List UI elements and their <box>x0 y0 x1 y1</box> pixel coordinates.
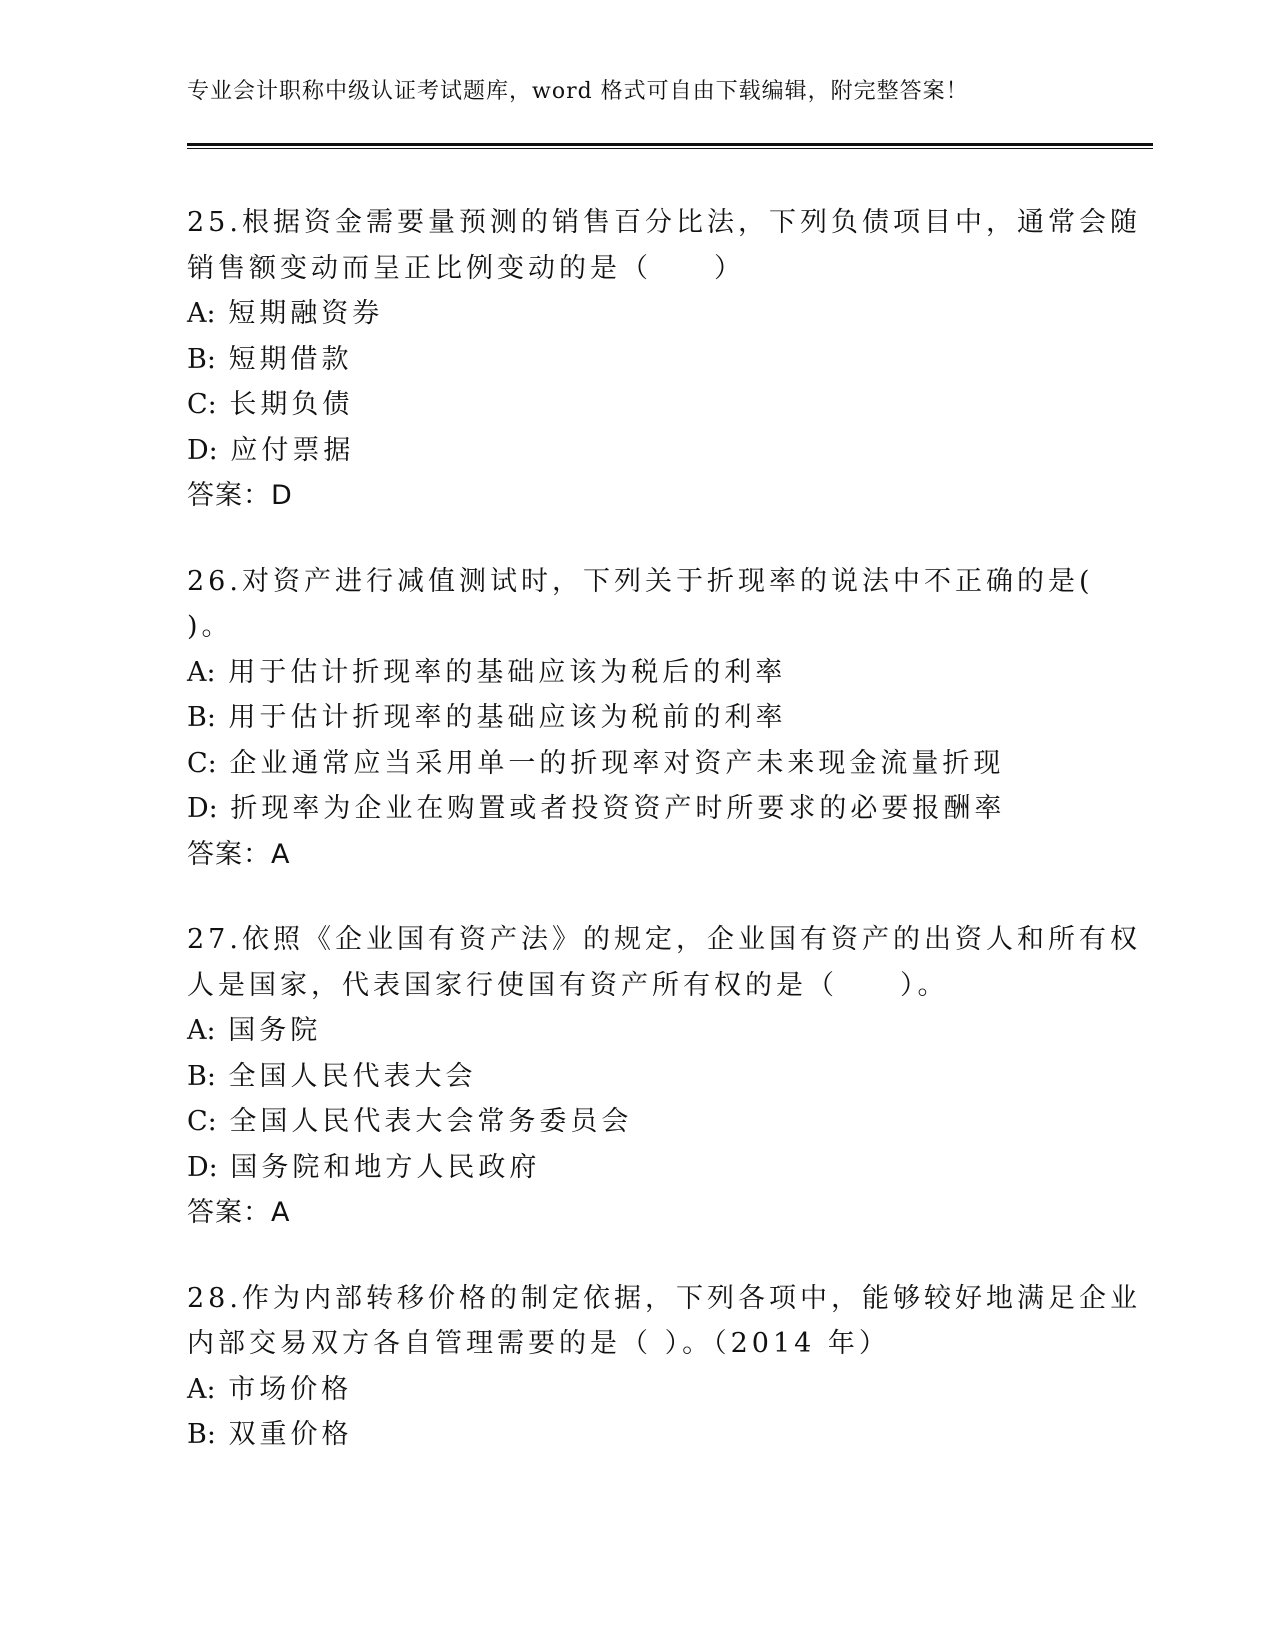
question-stem-line: 内部交易双方各自管理需要的是（ ）。（2014 年） <box>187 1328 890 1359</box>
option-text: 全国人民代表大会 <box>228 1060 477 1092</box>
answer-line: 答案：A <box>187 838 291 870</box>
option-label: A: <box>187 298 216 329</box>
option-text: 企业通常应当采用单一的折现率对资产未来现金流量折现 <box>229 747 1005 779</box>
question-stem-line: 销售额变动而呈正比例变动的是（ ） <box>187 252 745 284</box>
option-label: B: <box>187 1060 216 1092</box>
option-text: 全国人民代表大会常务委员会 <box>229 1106 633 1137</box>
option-b <box>187 1054 1087 1100</box>
question-stem-line: )。 <box>187 611 233 642</box>
option-label: C: <box>187 389 217 420</box>
option-label: B: <box>187 702 216 733</box>
option-text: 长期负债 <box>229 389 354 420</box>
option-label: D: <box>187 1151 218 1183</box>
question-stem-line: 28.作为内部转移价格的制定依据，下列各项中，能够较好地满足企业 <box>187 1282 1141 1314</box>
option-label: A: <box>187 1373 216 1405</box>
question-stem-line: 26.对资产进行减值测试时，下列关于折现率的说法中不正确的是( <box>187 565 1094 597</box>
answer-line: 答案：A <box>187 1197 291 1228</box>
question-list <box>187 200 1141 1498</box>
option-a <box>187 1367 1087 1413</box>
option-text: 短期借款 <box>228 343 353 375</box>
question-28 <box>187 1276 1141 1458</box>
option-text: 用于估计折现率的基础应该为税前的利率 <box>228 702 787 733</box>
question-25 <box>187 200 1141 519</box>
question-stem-line: 25.根据资金需要量预测的销售百分比法，下列负债项目中，通常会随 <box>187 207 1141 238</box>
option-label: C: <box>187 1106 217 1137</box>
option-d <box>187 1145 1087 1191</box>
option-label: D: <box>187 793 218 824</box>
question-stem-line: 人是国家，代表国家行使国有资产所有权的是（ ）。 <box>187 969 949 1001</box>
option-a <box>187 1008 1087 1054</box>
option-label: D: <box>187 434 218 466</box>
option-label: B: <box>187 343 216 375</box>
option-text: 市场价格 <box>228 1373 353 1405</box>
question-27 <box>187 917 1141 1236</box>
option-text: 应付票据 <box>230 434 355 466</box>
header-divider <box>187 143 1153 149</box>
option-label: B: <box>187 1419 216 1450</box>
question-stem-line: 27.依照《企业国有资产法》的规定，企业国有资产的出资人和所有权 <box>187 924 1141 955</box>
option-d <box>187 786 1087 832</box>
option-label: A: <box>187 1015 216 1046</box>
option-c <box>187 741 1087 787</box>
option-text: 用于估计折现率的基础应该为税后的利率 <box>228 656 787 688</box>
option-label: C: <box>187 747 217 779</box>
option-text: 折现率为企业在购置或者投资资产时所要求的必要报酬率 <box>230 793 1006 824</box>
question-26 <box>187 559 1094 878</box>
option-label: A: <box>187 656 216 688</box>
option-d <box>187 428 1087 474</box>
option-text: 国务院 <box>228 1015 322 1046</box>
option-text: 国务院和地方人民政府 <box>230 1151 541 1183</box>
option-b <box>187 695 1087 741</box>
option-a <box>187 650 1087 696</box>
option-text: 短期融资券 <box>228 298 384 329</box>
answer-line: 答案：D <box>187 480 293 511</box>
option-a <box>187 291 1087 337</box>
option-b <box>187 1412 1087 1458</box>
option-c <box>187 382 1087 428</box>
option-b <box>187 337 1087 383</box>
option-text: 双重价格 <box>228 1419 353 1450</box>
option-c <box>187 1099 1087 1145</box>
page-header: 专业会计职称中级认证考试题库，word 格式可自由下载编辑，附完整答案！ <box>187 79 969 104</box>
